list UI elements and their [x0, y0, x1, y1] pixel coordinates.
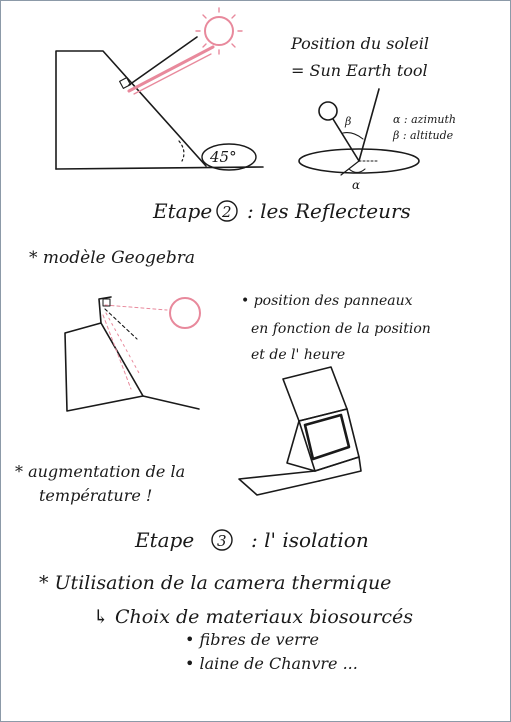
sun-position-line2: = Sun Earth tool — [291, 61, 428, 80]
thermal-camera-note: * Utilisation de la camera thermique — [39, 572, 392, 594]
reflector-dashed-line — [105, 309, 137, 339]
temperature-line2: température ! — [39, 486, 153, 505]
step2-title: : les Reflecteurs — [247, 199, 411, 223]
sun-position-line1: Position du soleil — [291, 34, 429, 53]
step3-number: 3 — [217, 532, 227, 550]
step3-title: : l' isolation — [251, 528, 369, 552]
panels-note-line1: • position des panneaux — [241, 293, 413, 309]
step2-prefix: Etape — [153, 199, 213, 223]
temperature-line1: * augmentation de la — [15, 462, 186, 481]
beta-symbol: β — [345, 115, 352, 128]
panels-note-line3: et de l' heure — [251, 347, 346, 363]
sun-rays-pink — [129, 8, 242, 94]
glass-fibre-item: • fibres de verre — [185, 630, 319, 649]
reflector-rays — [103, 298, 200, 389]
panels-note-line2: en fonction de la position — [251, 321, 431, 337]
alpha-legend: α : azimuth — [393, 113, 457, 126]
angle-45-label: 45° — [210, 148, 237, 166]
reflector-sketch — [65, 297, 199, 411]
hemp-wool-item: • laine de Chanvre ... — [185, 654, 358, 673]
biosourced-materials-note: ↳ Choix de materiaux biosourcés — [93, 606, 413, 628]
solar-box-sketch — [239, 367, 361, 495]
step3-prefix: Etape — [135, 528, 195, 552]
beta-legend: β : altitude — [393, 129, 454, 142]
step2-number: 2 — [222, 203, 232, 221]
handwritten-notes — [1, 1, 510, 721]
geogebra-model-note: * modèle Geogebra — [29, 248, 196, 268]
alpha-symbol: α — [352, 178, 361, 192]
